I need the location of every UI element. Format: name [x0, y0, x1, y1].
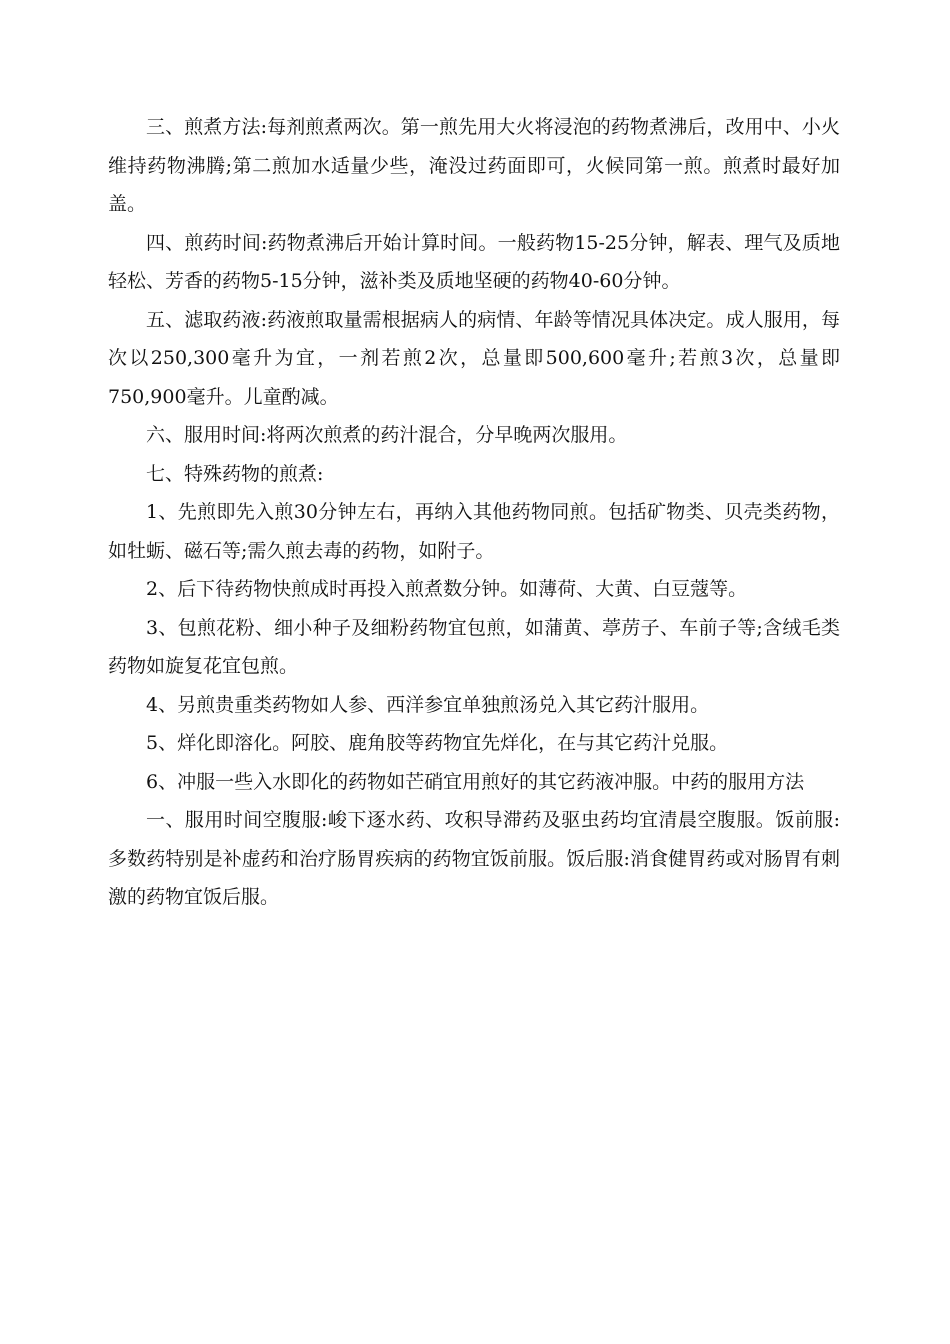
- paragraph-special-herbs-heading: 七、特殊药物的煎煮:: [146, 462, 324, 485]
- paragraph-dosing-time: 六、服用时间:将两次煎煮的药汁混合，分早晚两次服用。: [146, 424, 628, 446]
- paragraph-melt: 5、烊化即溶化。阿胶、鹿角胶等药物宜先烊化，在与其它药汁兑服。: [146, 732, 729, 754]
- paragraph-dissolve: 6、冲服一些入水即化的药物如芒硝宜用煎好的其它药液冲服。中药的服用方法: [146, 770, 805, 793]
- paragraph-decoction-method: 三、煎煮方法:每剂煎煮两次。第一煎先用大火将浸泡的药物煮沸后，改用中、小火维持药物沸腾;第二煎加水适量少些，淹没过药面即可，火候同第一煎。煎煮时最好加盖。: [108, 116, 840, 215]
- document-page: [108, 108, 840, 917]
- paragraph-decoction-time: 四、煎药时间:药物煮沸后开始计算时间。一般药物15-25分钟，解表、理气及质地轻松、芳香的药物5-15分钟，滋补类及质地坚硬的药物40-60分钟。: [108, 231, 840, 292]
- paragraph-wrap-decoct: 3、包煎花粉、细小种子及细粉药物宜包煎，如蒲黄、葶苈子、车前子等;含绒毛类药物如旋复花宜包煎。: [108, 616, 840, 677]
- paragraph-add-later: 2、后下待药物快煎成时再投入煎煮数分钟。如薄荷、大黄、白豆蔻等。: [146, 578, 748, 600]
- paragraph-separate-decoct: 4、另煎贵重类药物如人参、西洋参宜单独煎汤兑入其它药汁服用。: [146, 693, 710, 716]
- paragraph-filter-liquid: 五、滤取药液:药液煎取量需根据病人的病情、年龄等情况具体决定。成人服用，每次以250,300毫升为宜，一剂若煎2次，总量即500,600毫升;若煎3次，总量即750,900毫升。儿童酌减。: [108, 308, 840, 408]
- paragraph-when-to-take: 一、服用时间空腹服:峻下逐水药、攻积导滞药及驱虫药均宜清晨空腹服。饭前服:多数药特别是补虚药和治疗肠胃疾病的药物宜饭前服。饭后服:消食健胃药或对肠胃有刺激的药物宜饭后服。: [108, 809, 840, 908]
- paragraph-decoct-first: 1、先煎即先入煎30分钟左右，再纳入其他药物同煎。包括矿物类、贝壳类药物，如牡蛎、磁石等;需久煎去毒的药物，如附子。: [108, 501, 840, 562]
